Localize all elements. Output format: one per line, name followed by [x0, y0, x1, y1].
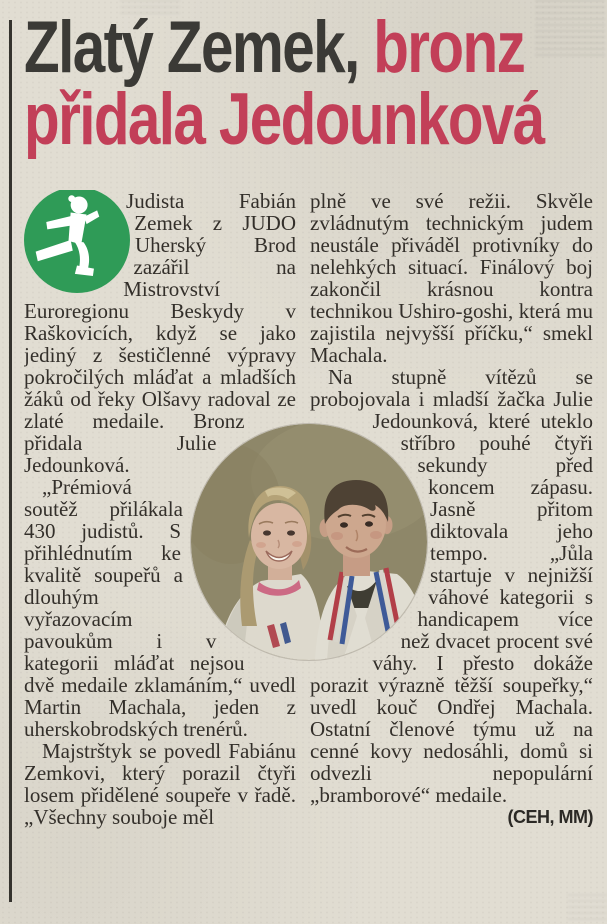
- byline: (CEH, MM): [507, 807, 593, 827]
- headline-line-2: [24, 79, 544, 160]
- judoka-icon: [24, 190, 130, 293]
- headline-text-red-2: přidala Jedounková: [24, 79, 544, 160]
- athletes-photo: [191, 424, 427, 660]
- column-rule: [9, 20, 12, 902]
- paragraph: plně ve své režii. Skvěle zvládnutým technickým judem neustále přiváděl protivníky do nelehkých situací. Finálový boj zakončil krásnou kontra technikou Ushiro-goshi, která mu zajistila nejvyšší příčku,“ smekl Machala.: [310, 190, 593, 367]
- headline-text-black: Zlatý Zemek,: [24, 7, 359, 88]
- headline-text-red: bronz: [358, 7, 525, 88]
- headline-line-1: [24, 7, 544, 88]
- paragraph: Judista Fabián Zemek z JUDO Uherský Brod zazářil na Mistrovství Euroregionu Beskydy v Raškovicích, když se jako jediný z šestičlenné výpravy pokročilých mláďat a mladších žáků od řeky Olšavy radoval ze zlaté medaile. Bronz přidala Julie Jedounková.: [24, 190, 296, 477]
- paragraph: Majstrštyk se povedl Fabiánu Zemkovi, který porazil čtyři losem přidělené soupeře v řadě. „Všechny souboje měl: [24, 739, 296, 829]
- headline: [24, 7, 607, 160]
- paragraph: „Prémiová soutěž přilákala 430 judistů. S přihlédnutím ke kvalitě soupeřů a dlouhým vyřazovacím pavoukům i v kategorii mláďat nejsou dvě medaile zklamáním,“ uvedl Martin Machala, jeden z uherskobrodských trenérů.: [24, 475, 296, 741]
- paragraph-text: Na stupně vítězů se probojovala i mladší žačka Julie Jedounková, které uteklo stříbro pouhé čtyři sekundy před koncem zápasu. Jasně přitom diktovala jeho tempo. „Jůla startuje v nejnižší váhové kategorii s handicapem více než dvacet procent své váhy. I přesto dokáže porazit výrazně těžší soupeřky,“ uvedl kouč Ondřej Machala. Ostatní členové týmu už na cenné kovy nedosáhli, domů si odvezli nepopulární „bramborové“ medaile.: [310, 365, 593, 807]
